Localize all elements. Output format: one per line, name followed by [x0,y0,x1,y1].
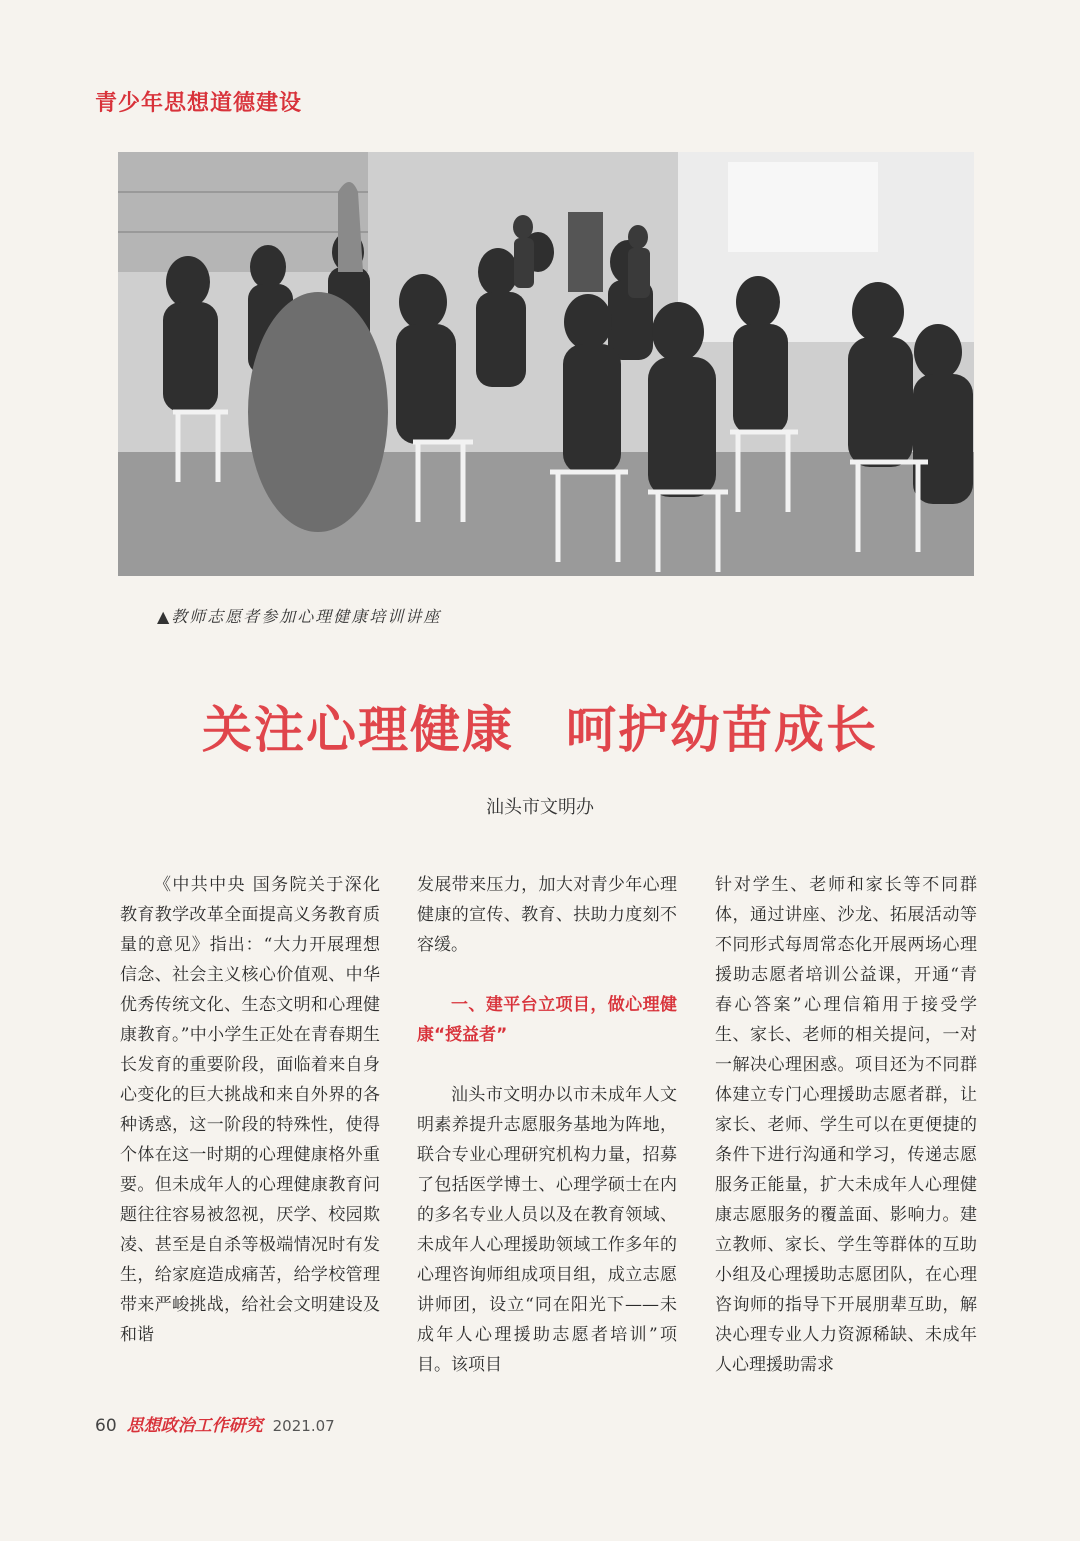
page-number: 60 [95,1416,117,1436]
text-column-3 [715,870,977,1380]
article-author: 汕头市文明办 [486,797,594,818]
text-column-2 [417,870,677,1380]
section-header: 青少年思想道德建设 [95,91,303,116]
paragraph: 《中共中央 国务院关于深化教育教学改革全面提高义务教育质量的意见》指出：“大力开展理想信念、社会主义核心价值观、中华优秀传统文化、生态文明和心理健康教育。”中小学生正处在青春期生长发育的重要阶段，面临着来自身心变化的巨大挑战和来自外界的各种诱惑，这一阶段的特殊性，使得个体在这一时期的心理健康格外重要。但未成年人的心理健康教育问题往往容易被忽视，厌学、校园欺凌、甚至是自杀等极端情况时有发生，给家庭造成痛苦，给学校管理带来严峻挑战，给社会文明建设及和谐 [120,875,380,1345]
article-title: 关注心理健康 呵护幼苗成长 [202,701,878,759]
section-heading: 一、建平台立项目，做心理健康“授益者” [417,995,677,1045]
article-photo [118,152,974,576]
paragraph: 发展带来压力，加大对青少年心理健康的宣传、教育、扶助力度刻不容缓。 [417,875,677,955]
journal-name: 思想政治工作研究 [126,1416,263,1436]
issue-number: 2021.07 [272,1417,335,1435]
paragraph: 汕头市文明办以市未成年人文明素养提升志愿服务基地为阵地，联合专业心理研究机构力量，招募了包括医学博士、心理学硕士在内的多名专业人员以及在教育领域、未成年人心理援助领域工作多年的心理咨询师组成项目组，成立志愿讲师团，设立“同在阳光下——未成年人心理援助志愿者培训”项目。该项目 [417,1085,677,1375]
paragraph: 针对学生、老师和家长等不同群体，通过讲座、沙龙、拓展活动等不同形式每周常态化开展两场心理援助志愿者培训公益课，开通“青春心答案”心理信箱用于接受学生、家长、老师的相关提问，一对一解决心理困惑。项目还为不同群体建立专门心理援助志愿者群，让家长、老师、学生可以在更便捷的条件下进行沟通和学习，传递志愿服务正能量，扩大未成年人心理健康志愿服务的覆盖面、影响力。建立教师、家长、学生等群体的互助小组及心理援助志愿团队，在心理咨询师的指导下开展朋辈互助，解决心理专业人力资源稀缺、未成年人心理援助需求 [715,875,977,1375]
page-footer [95,1411,335,1436]
photo-lecture-room-icon [118,152,974,576]
photo-caption: ▲教师志愿者参加心理健康培训讲座 [157,607,442,626]
text-column-1 [120,870,380,1380]
